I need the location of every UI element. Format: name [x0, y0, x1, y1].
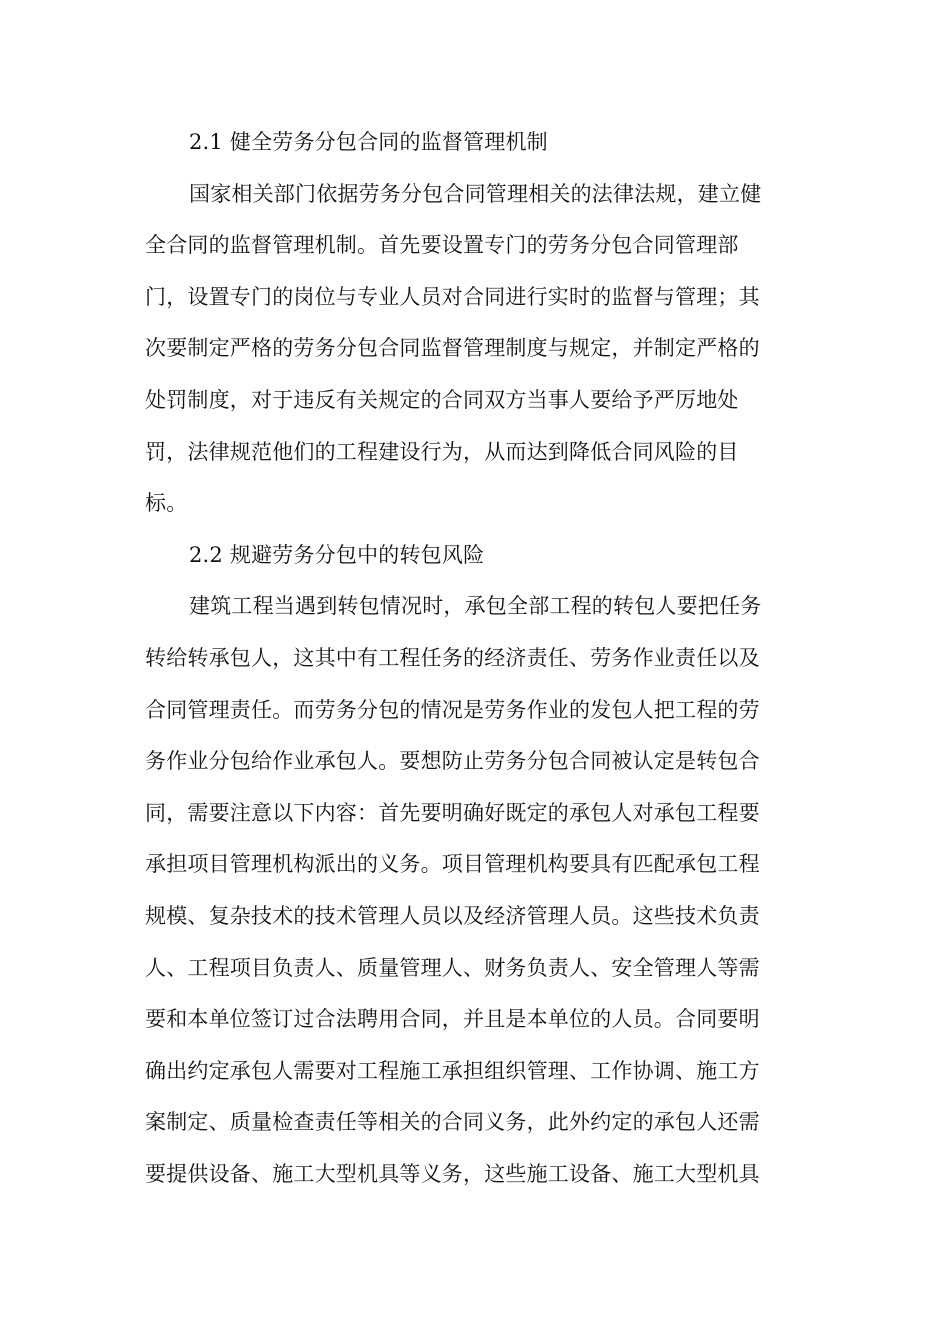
paragraph-line: 同，需要注意以下内容：首先要明确好既定的承包人对承包工程要	[145, 800, 760, 825]
paragraph-line: 案制定、质量检查责任等相关的合同义务，此外约定的承包人还需	[145, 1110, 760, 1135]
paragraph-line: 处罚制度，对于违反有关规定的合同双方当事人要给予严厉地处	[145, 387, 739, 412]
paragraph-line: 国家相关部门依据劳务分包合同管理相关的法律法规，建立健	[189, 181, 762, 206]
section-paragraph-2-2	[145, 581, 805, 1200]
paragraph-line: 要和本单位签订过合法聘用合同，并且是本单位的人员。合同要明	[145, 1007, 760, 1032]
paragraph-line: 建筑工程当遇到转包情况时，承包全部工程的转包人要把任务	[189, 594, 762, 619]
paragraph-line: 承担项目管理机构派出的义务。项目管理机构要具有匹配承包工程	[145, 852, 760, 877]
paragraph-line: 确出约定承包人需要对工程施工承担组织管理、工作协调、施工方	[145, 1058, 760, 1083]
paragraph-line: 罚，法律规范他们的工程建设行为，从而达到降低合同风险的目	[145, 439, 739, 464]
paragraph-line: 全合同的监督管理机制。首先要设置专门的劳务分包合同管理部	[145, 233, 739, 258]
paragraph-line: 人、工程项目负责人、质量管理人、财务负责人、安全管理人等需	[145, 955, 760, 980]
paragraph-line: 合同管理责任。而劳务分包的情况是劳务作业的发包人把工程的劳	[145, 697, 760, 722]
document-body	[145, 117, 805, 1200]
paragraph-line: 标。	[145, 491, 188, 516]
section-heading-2-1: 2.1 健全劳务分包合同的监督管理机制	[189, 130, 548, 154]
section-heading-2-2: 2.2 规避劳务分包中的转包风险	[189, 542, 485, 567]
paragraph-line: 门，设置专门的岗位与专业人员对合同进行实时的监督与管理；其	[145, 284, 760, 309]
section-paragraph-2-1	[145, 169, 805, 530]
paragraph-line: 次要制定严格的劳务分包合同监督管理制度与规定，并制定严格的	[145, 336, 760, 361]
paragraph-line: 务作业分包给作业承包人。要想防止劳务分包合同被认定是转包合	[145, 749, 760, 774]
paragraph-line: 转给转承包人，这其中有工程任务的经济责任、劳务作业责任以及	[145, 645, 760, 670]
paragraph-line: 规模、复杂技术的技术管理人员以及经济管理人员。这些技术负责	[145, 903, 760, 928]
paragraph-line: 要提供设备、施工大型机具等义务，这些施工设备、施工大型机具	[145, 1161, 760, 1186]
